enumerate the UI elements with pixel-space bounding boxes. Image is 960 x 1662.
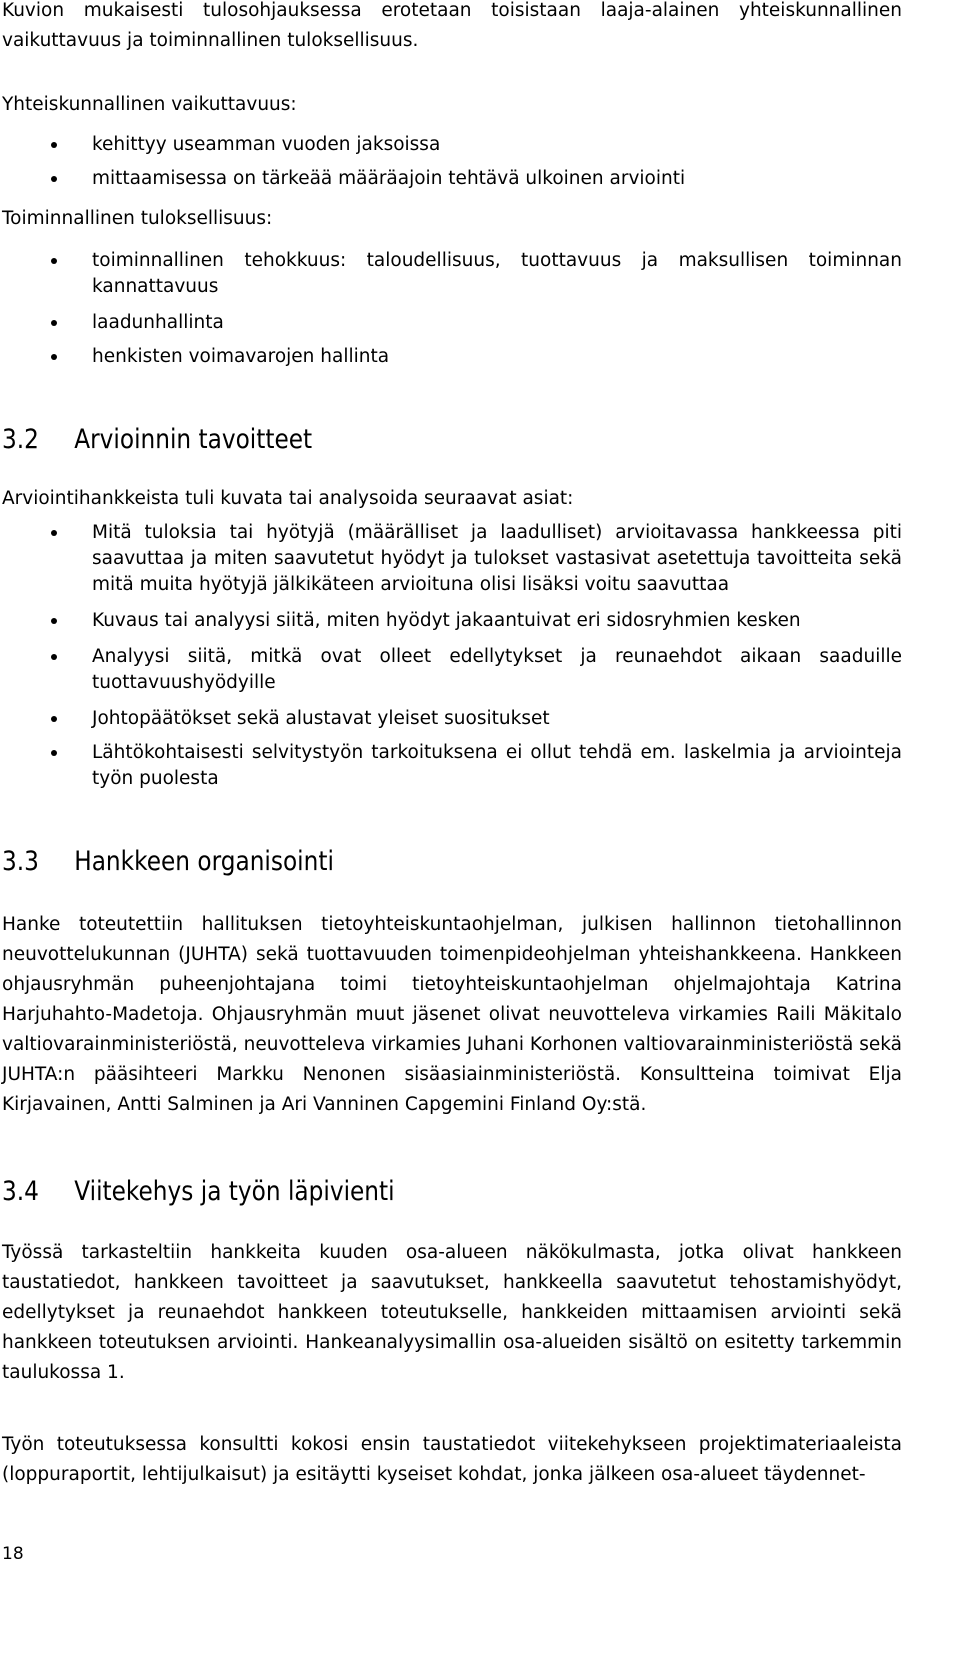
list-item-text: kehittyy useamman vuoden jaksoissa [92, 134, 441, 155]
list-item-text: Analyysi siitä, mitkä ovat olleet edellytykset ja reunaehdot aikaan saaduille tuottavuushyödyille [92, 646, 902, 693]
section-number: 3.3 [2, 846, 39, 877]
section-heading-3-4 [2, 1174, 395, 1210]
implementation-paragraph: Työn toteutuksessa konsultti kokosi ensin taustatiedot viitekehykseen projektimateriaaleista (loppuraportit, lehtijulkaisut) ja esitäytti kyseiset kohdat, jonka jälkeen osa-alueet täydennet- [2, 1434, 902, 1485]
intro-paragraph: Kuvion mukaisesti tulosohjauksessa erotetaan toisistaan laaja-alainen yhteiskunnallinen vaikuttavuus ja toiminnallinen tuloksellisuus. [2, 0, 902, 51]
section-title: Arvioinnin tavoitteet [74, 424, 313, 455]
societal-impact-label: Yhteiskunnallinen vaikuttavuus: [2, 94, 297, 115]
list-item-text: laadunhallinta [92, 312, 224, 333]
section-number: 3.2 [2, 424, 39, 455]
list-item-text: Lähtökohtaisesti selvitystyön tarkoituksena ei ollut tehdä em. laskelmia ja arviointeja työn puolesta [92, 742, 902, 789]
operational-performance-label: Toiminnallinen tuloksellisuus: [2, 208, 273, 229]
section-heading-3-2 [2, 422, 312, 458]
section-heading-3-3 [2, 844, 334, 880]
section-title: Viitekehys ja työn läpivienti [74, 1176, 395, 1207]
list-item-text: henkisten voimavarojen hallinta [92, 346, 390, 367]
list-item-text: Johtopäätökset sekä alustavat yleiset suositukset [92, 708, 550, 729]
framework-paragraph: Työssä tarkasteltiin hankkeita kuuden osa-alueen näkökulmasta, jotka olivat hankkeen taustatiedot, hankkeen tavoitteet ja saavutukset, hankkeella saavutetut tehostamishyödyt, edellytykset ja reunaehdot hankkeen toteutukselle, hankkeiden mittaamisen arviointi sekä hankkeen toteutuksen arviointi. Hankeanalyysimallin osa-alueiden sisältö on esitetty tarkemmin taulukossa 1. [2, 1242, 902, 1383]
page-number: 18 [2, 1544, 24, 1564]
organisation-paragraph: Hanke toteutettiin hallituksen tietoyhteiskuntaohjelman, julkisen hallinnon tietohallinnon neuvottelukunnan (JUHTA) sekä tuottavuuden toimenpideohjelman yhteishankkeena. Hankkeen ohjausryhmän puheenjohtajana toimi tietoyhteiskuntaohjelman ohjelmajohtaja Katrina Harjuhahto-Madetoja. Ohjausryhmän muut jäsenet olivat neuvotteleva virkamies Raili Mäkitalo valtiovarainministeriöstä, neuvotteleva virkamies Juhani Korhonen valtiovarainministeriöstä sekä JUHTA:n pääsihteeri Markku Nenonen sisäasiainministeriöstä. Konsultteina toimivat Elja Kirjavainen, Antti Salminen ja Ari Vanninen Capgemini Finland Oy:stä. [2, 914, 902, 1115]
section-number: 3.4 [2, 1176, 39, 1207]
list-item-text: mittaamisessa on tärkeää määräajoin tehtävä ulkoinen arviointi [92, 168, 686, 189]
list-item-text: toiminnallinen tehokkuus: taloudellisuus, tuottavuus ja maksullisen toiminnan kannattavuus [92, 250, 902, 297]
list-item-text: Mitä tuloksia tai hyötyjä (määrälliset ja laadulliset) arvioitavassa hankkeessa piti saavuttaa ja miten saavutetut hyödyt ja tulokset vastasivat asetettuja tavoitteita sekä mitä muita hyötyjä jälkikäteen arvioituna olisi lisäksi voitu saavuttaa [92, 522, 902, 595]
list-item-text: Kuvaus tai analyysi siitä, miten hyödyt jakaantuivat eri sidosryhmien kesken [92, 610, 801, 631]
section-lead: Arviointihankkeista tuli kuvata tai analysoida seuraavat asiat: [2, 488, 574, 509]
section-title: Hankkeen organisointi [74, 846, 334, 877]
